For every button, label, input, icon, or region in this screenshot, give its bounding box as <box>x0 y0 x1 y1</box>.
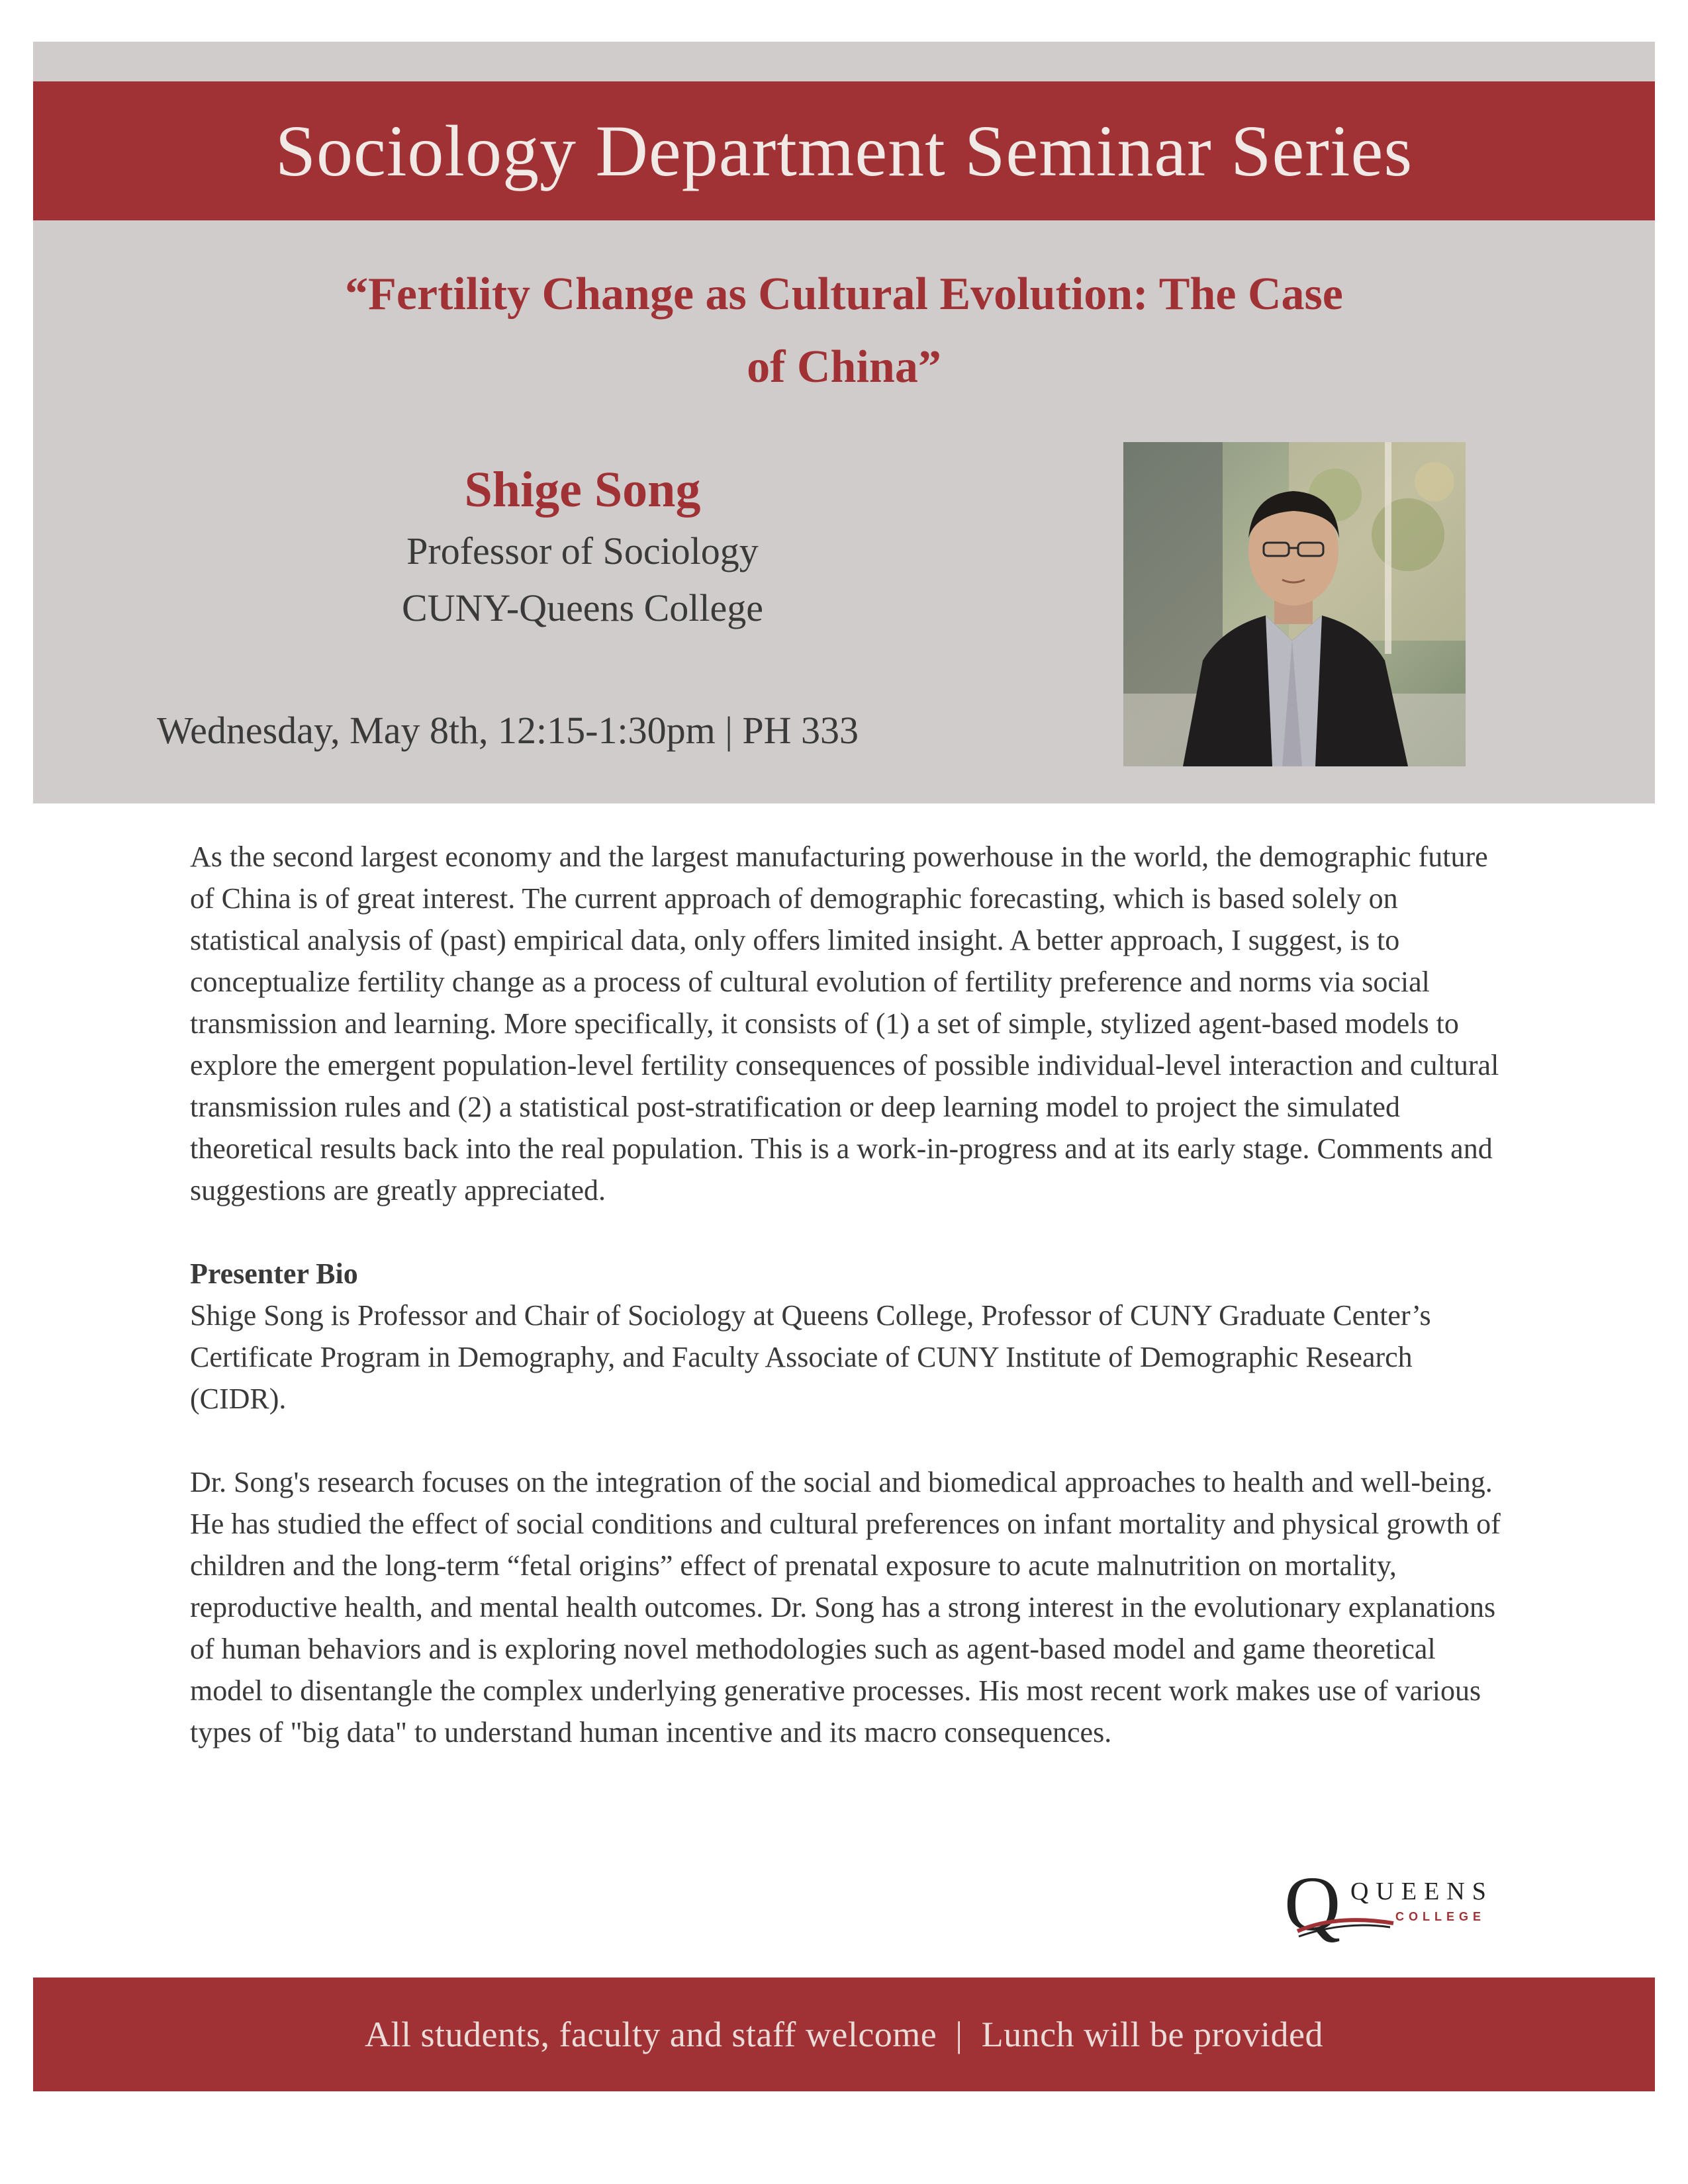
speaker-position: Professor of Sociology <box>406 529 759 572</box>
talk-title-line-1: “Fertility Change as Cultural Evolution: The Case <box>345 269 1343 320</box>
body-content <box>190 836 1507 1753</box>
speaker-institution: CUNY-Queens College <box>401 586 764 629</box>
footer-banner <box>33 1978 1655 2091</box>
bio-paragraph-1: Shige Song is Professor and Chair of Sociology at Queens College, Professor of CUNY Graduate Center’s Certificate Program in Demography, and Faculty Associate of CUNY Institute of Demographic Research (CIDR). <box>190 1299 1431 1415</box>
speaker-portrait-illustration <box>1123 442 1466 766</box>
footer-welcome: All students, faculty and staff welcome <box>365 2015 937 2054</box>
logo-letter: Q <box>1284 1860 1341 1947</box>
speaker-block <box>318 457 847 637</box>
footer-lunch: Lunch will be provided <box>981 2015 1323 2054</box>
footer-separator: | <box>955 2015 963 2054</box>
speaker-photo <box>1123 442 1466 766</box>
talk-title <box>165 258 1523 404</box>
speaker-name: Shige Song <box>464 462 701 518</box>
queens-college-logo <box>1284 1860 1509 1947</box>
bio-heading: Presenter Bio <box>190 1257 358 1290</box>
title-banner <box>33 81 1655 220</box>
logo-word: QUEENS <box>1350 1878 1493 1905</box>
logo-sub: COLLEGE <box>1395 1910 1486 1923</box>
talk-title-line-2: of China” <box>747 341 941 392</box>
series-title: Sociology Department Seminar Series <box>275 111 1413 191</box>
abstract-paragraph: As the second largest economy and the largest manufacturing powerhouse in the world, the demographic future of China is of great interest. The current approach of demographic forecasting, which is based solely on statistical analysis of (past) empirical data, only offers limited insight. A better approach, I suggest, is to conceptualize fertility change as a process of cultural evolution of fertility preference and norms via social transmission and learning. More specifically, it consists of (1) a set of simple, stylized agent-based models to explore the emergent population-level fertility consequences of possible individual-level interaction and cultural transmission rules and (2) a statistical post-stratification or deep learning model to project the simulated theoretical results back into the real population. This is a work-in-progress and at its early stage. Comments and suggestions are greatly appreciated. <box>190 841 1499 1206</box>
event-date-location: Wednesday, May 8th, 12:15-1:30pm | PH 333 <box>157 709 859 752</box>
bio-paragraph-2: Dr. Song's research focuses on the integration of the social and biomedical approaches to health and well-being. He has studied the effect of social conditions and cultural preferences on infant mortality and physical growth of children and the long-term “fetal origins” effect of prenatal exposure to acute malnutrition on mortality, reproductive health, and mental health outcomes. Dr. Song has a strong interest in the evolutionary explanations of human behaviors and is exploring novel methodologies such as agent-based model and game theoretical model to disentangle the complex underlying generative processes. His most recent work makes use of various types of "big data" to understand human incentive and its macro consequences. <box>190 1466 1501 1749</box>
footer-text <box>365 2014 1323 2055</box>
